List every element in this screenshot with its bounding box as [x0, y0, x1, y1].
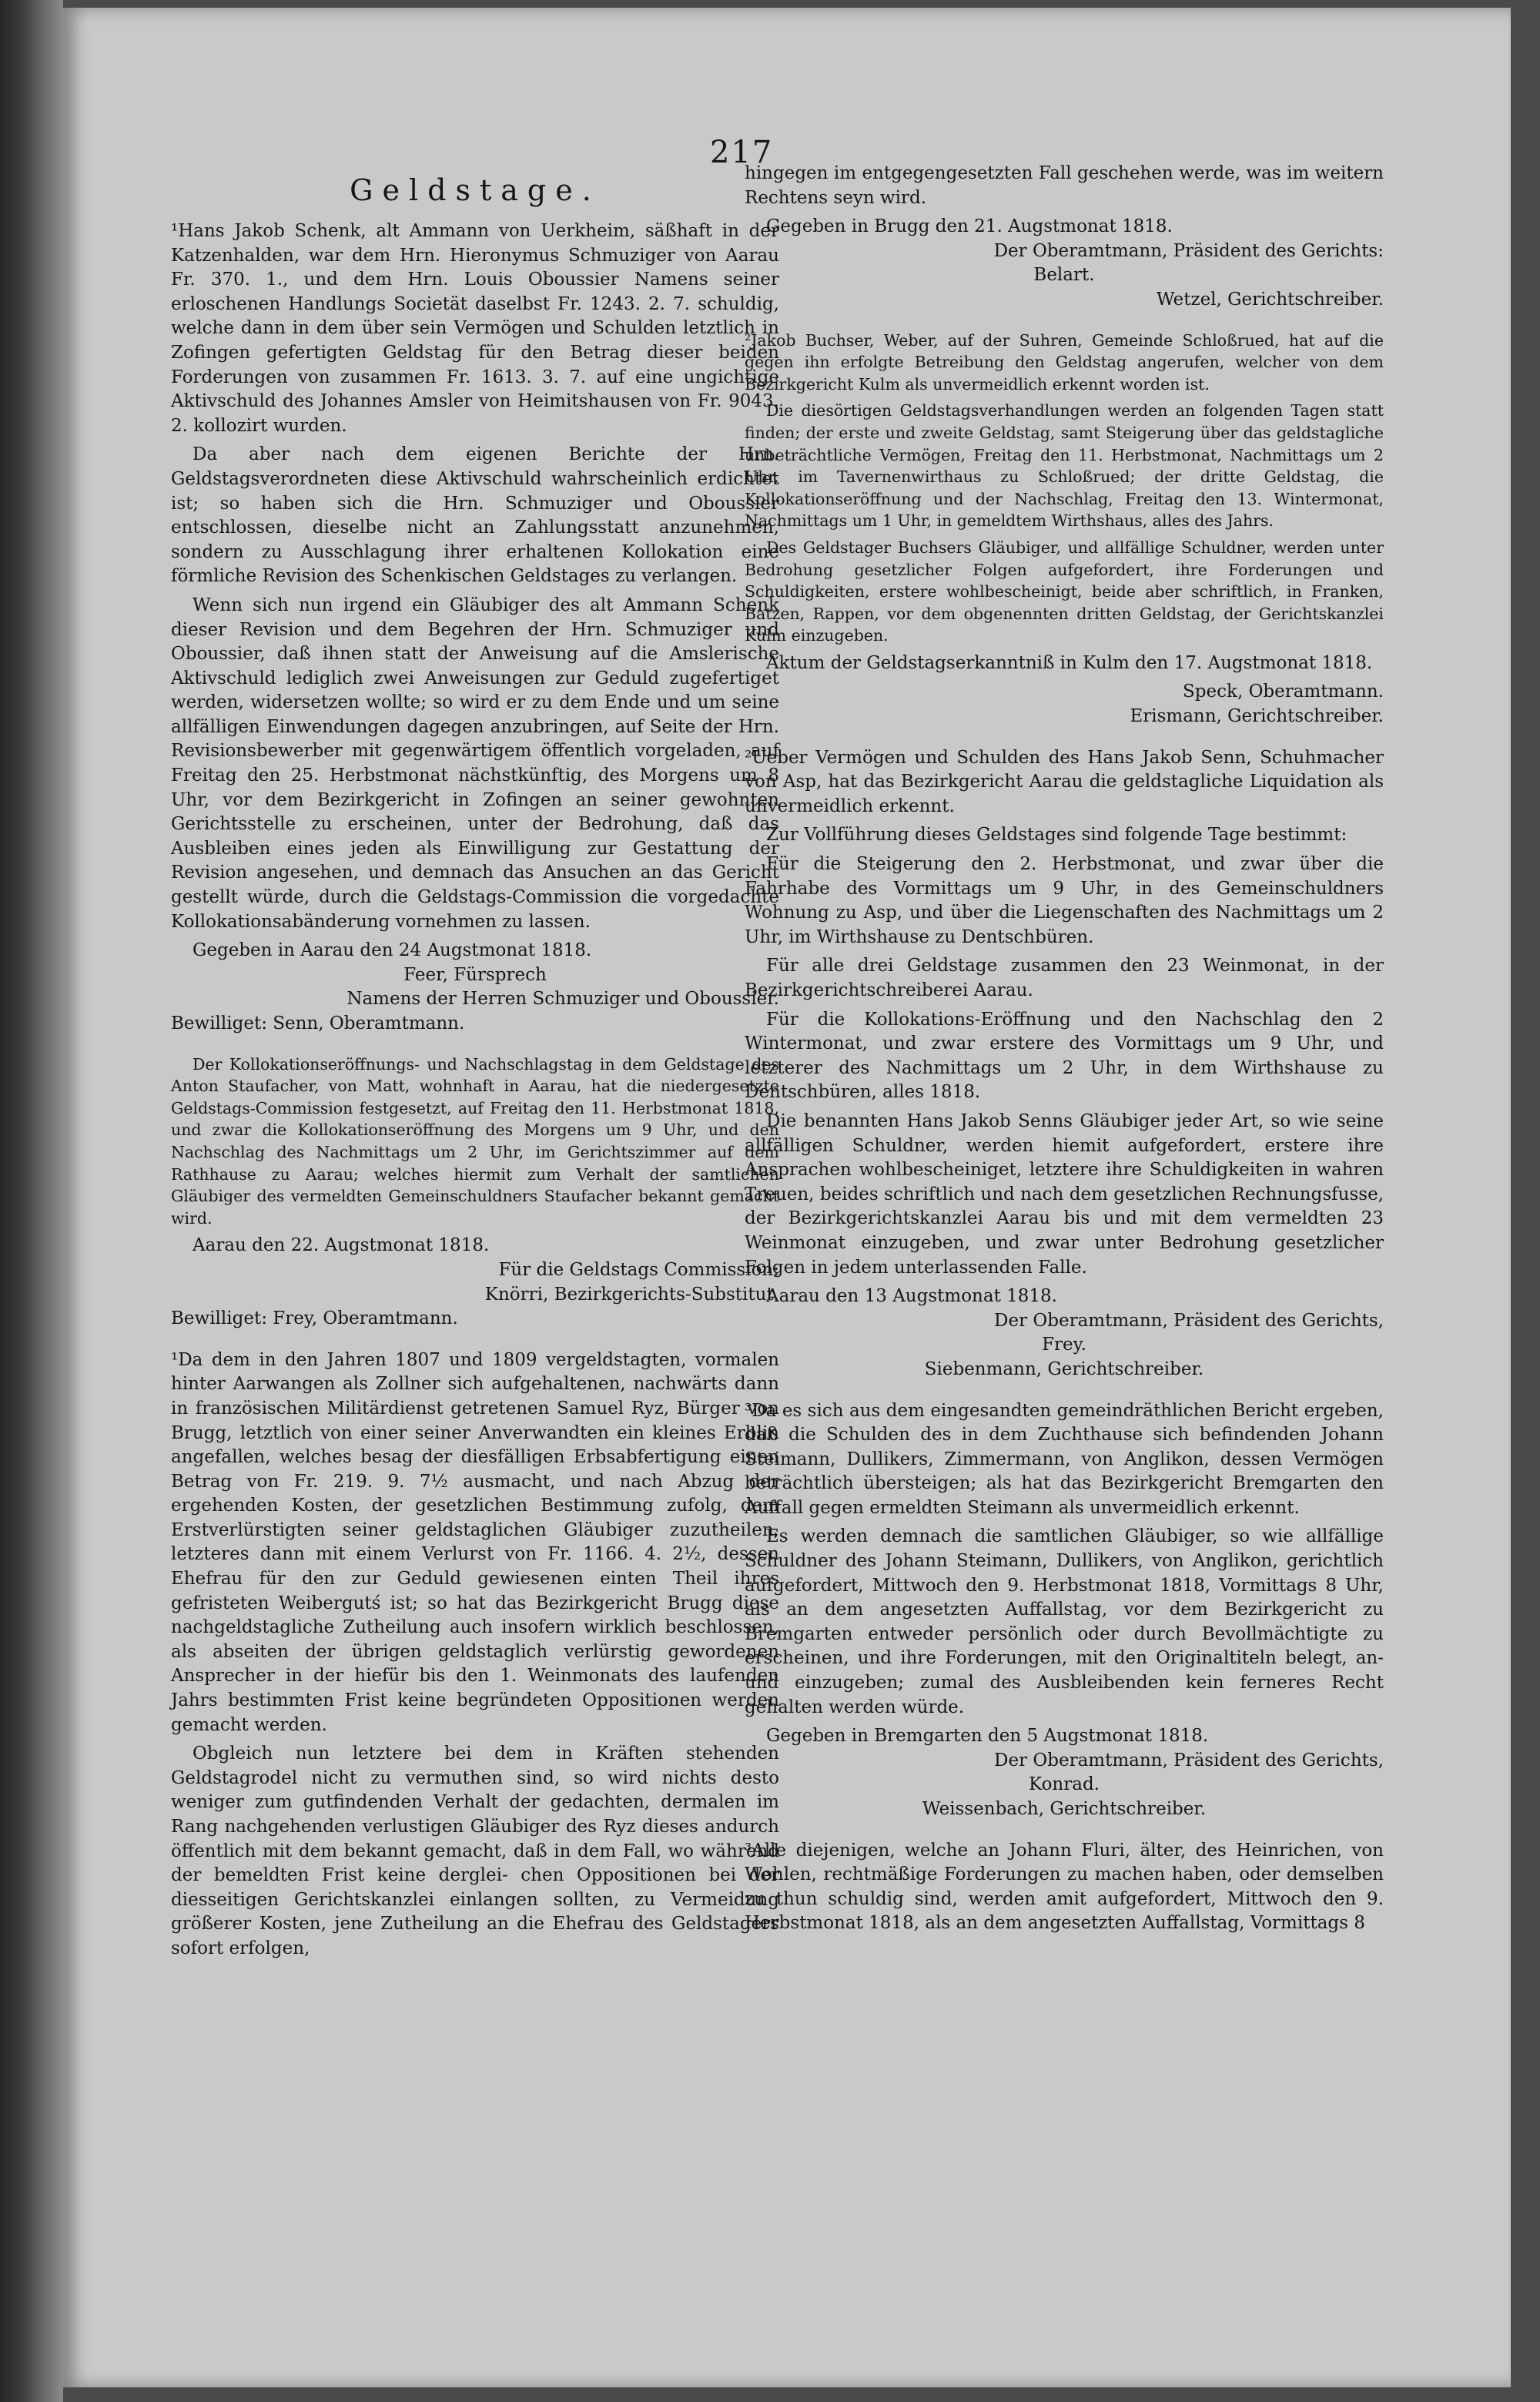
notice-ryz: ¹Da dem in den Jahren 1807 und 1809 vergeldstagten, vormalen hinter Aarwangen als Zollner sich aufgehaltenen, nachwärts dann in französischen Militärdienst getretenen Samuel Ryz, Bürger von Brugg, letztlich von einer seiner Anverwandten ein kleines Erblin angefallen, welches besag der diesfälligen Erbsabfertigung einen Betrag von Fr. 219. 9. 7½ ausmacht, und nach Abzug der ergehenden Kosten, der gesetzlichen Bestimmung zufolg, dem Erstverlürstigten seiner geldstaglichen Gläubiger zuzutheilen, letzteres dann mit einem Verlurst von Fr. 1166. 4. 2½, dessen Ehefrau für den zur Geduld gewiesenen einten Theil ihres gefristeten Weibergutś ist; so hat das Bezirkgericht Brugg diese nachgeldstagliche Zutheilung auch insofern wirklich beschlossen, als abseiten der übrigen geldstaglich verlürstig gewordenen Ansprecher in der hiefür bis den 1. Weinmonats des laufenden Jahrs bestimmten Frist keine begründeten Oppositionen werden gemacht werden. — [171, 1349, 779, 1735]
notice-steimann: ³Da es sich aus dem eingesandten gemeindräthlichen Bericht ergeben, daß die Schulden des in dem Zuchthause sich befindenden Johann Steimann, Dullikers, Zimmermann, von Anglikon, dessen Vermögen beträchtlich übersteigen; als hat das Bezirkgericht Bremgarten den Auffall gegen ermeldten Steimann als unvermeidlich erkennt. — [745, 1400, 1384, 1518]
notice-schenk-p2: Da aber nach dem eigenen Berichte der Hrn. Geldstagsverordneten diese Aktivschuld wahrscheinlich erdichtet ist; so haben sich die Hrn. Schmuziger und Oboussier entschlossen, dieselbe nicht an Zahlungsstatt anzunehmen, sondern zu Ausschlagung ihrer erhaltenen Kollokation eine förmliche Revision des Schenkischen Geldstages zu verlangen. — [171, 444, 779, 587]
notice-fluri: ³Alle diejenigen, welche an Johann Fluri, älter, des Heinrichen, von Wohlen, rechtmäßige Forderungen zu machen haben, oder demselben zu thun schuldig sind, werden amit aufgefordert, Mittwoch den 9. Herbstmonat 1818, als an dem angesetzten Auffallstag, Vormittags 8 — [745, 1840, 1384, 1934]
notice-buchser-signer: Speck, Oberamtmann. — [1183, 682, 1384, 702]
notice-senn-date: Aarau den 13 Augstmonat 1818. — [766, 1286, 1057, 1307]
notice-steimann-date: Gegeben in Bremgarten den 5 Augstmonat 1818. — [766, 1726, 1209, 1747]
notice-schenk-approval: Bewilliget: Senn, Oberamtmann. — [171, 1013, 465, 1033]
notice-senn-p5: Für die Kollokations-Eröffnung und den Nachschlag den 2 Wintermonat, und zwar erstere des Vormittags um 9 Uhr, und letzterer des Nachmittags um 2 Uhr, in dem Wirthshause zu Dentschbüren, alles 1818. — [745, 1009, 1384, 1103]
notice-senn-p3: Für die Steigerung den 2. Herbstmonat, und zwar über die Fahrhabe des Vormittags um 9 Uhr, in des Gemeinschuldners Wohnung zu Asp, und über die Liegenschaften des Nachmittags um 2 Uhr, im Wirthshause zu Dentschbüren. — [745, 854, 1384, 947]
notice-steimann-p2: Es werden demnach die samtlichen Gläubiger, so wie allfällige Schuldner des Johann Steimann, Dullikers, von Anglikon, gerichtlich aufgefordert, Mittwoch den 9. Herbstmonat 1818, Vormittags 8 Uhr, als an dem angesetzten Auffallstag, vor dem Bezirkgericht zu Bremgarten entweder persönlich oder durch Bevollmächtigte zu erscheinen, und ihre Forderungen, mit den Originaltiteln belegt, an- und einzugeben; zumal des Ausbleibenden kein ferneres Recht gehalten werden würde. — [745, 1526, 1384, 1717]
notice-staufacher: Der Kollokationseröffnungs- und Nachschlagstag in dem Geldstage des Anton Staufacher, von Matt, wohnhaft in Aarau, hat die niedergesetzte Geldstags-Commission festgesetzt, auf Freitag den 11. Herbstmonat 1818, und zwar die Kollokationseröffnung des Morgens um 9 Uhr, und den Nachschlag des Nachmittags um 2 Uhr, im Gerichtszimmer auf dem Rathhause zu Aarau; welches hiermit zum Verhalt der samtlichen Gläubiger des vermeldten Gemeinschuldners Staufacher bekannt gemacht wird. — [171, 1054, 779, 1228]
adjacent-page-edge — [0, 0, 63, 2402]
notice-staufacher-approval: Bewilliget: Frey, Oberamtmann. — [171, 1308, 458, 1329]
notice-senn-p4: Für alle drei Geldstage zusammen den 23 Weinmonat, in der Bezirkgerichtschreiberei Aarau. — [745, 956, 1384, 1000]
right-column — [745, 162, 1384, 1941]
notice-schenk: ¹Hans Jakob Schenk, alt Ammann von Uerkheim, säßhaft in der Katzenhalden, war dem Hrn. Hieronymus Schmuziger von Aarau Fr. 370. 1., und dem Hrn. Louis Oboussier Namens seiner erloschenen Handlungs Societät daselbst Fr. 1243. 2. 7. schuldig, welche dann in dem über sein Vermögen und Schulden letztlich in Zofingen gefertigten Geldstag für den Betrag dieser beiden Forderungen von zusammen Fr. 1613. 3. 7. auf eine ungichtige Aktivschuld des Johannes Amsler von Heimitshausen von Fr. 9043. 2. kollozirt wurden. — [171, 221, 779, 436]
notice-ryz-continued: hingegen im entgegengesetzten Fall geschehen werde, was im weitern Rechtens seyn wird. — [745, 163, 1384, 208]
notice-senn-president: Der Oberamtmann, Präsident des Gerichts, — [994, 1310, 1384, 1331]
notice-steimann-president-name: Konrad. — [1029, 1774, 1100, 1795]
notice-buchser-clerk: Erismann, Gerichtschreiber. — [1130, 706, 1384, 727]
notice-staufacher-signer: Knörri, Bezirkgerichts-Substitut. — [484, 1284, 779, 1305]
notice-buchser: ²Jakob Buchser, Weber, auf der Suhren, Gemeinde Schloßrued, hat auf die gegen ihn erfolgte Betreibung den Geldstag angerufen, welcher von dem Bezirkgericht Kulm als unvermeidlich erkennt worden ist. — [745, 330, 1384, 394]
notice-buchser-p3: Des Geldstager Buchsers Gläubiger, und allfällige Schuldner, werden unter Bedrohung gesetzlicher Folgen aufgefordert, ihre Forderungen und Schuldigkeiten, erstere wohlbescheinigt, beide aber schriftlich, in Franken, Batzen, Rappen, vor dem obgenennten dritten Geldstag, der Gerichtskanzlei Kulm einzugeben. — [745, 538, 1384, 645]
notice-schenk-behalf: Namens der Herren Schmuziger und Oboussier. — [346, 989, 779, 1010]
section-heading: Geldstage. — [350, 173, 601, 207]
notice-steimann-president: Der Oberamtmann, Präsident des Gerichts, — [994, 1750, 1384, 1771]
notice-buchser-date: Aktum der Geldstagserkanntniß in Kulm den 17. Augstmonat 1818. — [766, 652, 1373, 673]
page-number: 217 — [710, 135, 774, 170]
notice-senn-p2: Zur Vollführung dieses Geldstages sind folgende Tage bestimmt: — [766, 825, 1348, 846]
notice-ryz-president-name: Belart. — [1033, 265, 1095, 286]
notice-steimann-clerk: Weissenbach, Gerichtschreiber. — [922, 1799, 1207, 1819]
notice-schenk-p3: Wenn sich nun irgend ein Gläubiger des alt Ammann Schenk dieser Revision und dem Begehren der Hrn. Schmuziger und Oboussier, daß ihnen statt der Anweisung auf die Amslerische Aktivschuld lediglich zwei Anweisungen zur Geduld zugefertiget werden, widersetzen wollte; so wird er zu dem Ende und um seine allfälligen Einwendungen dagegen anzubringen, auf Seite der Hrn. Revisionsbewerber mit gegenwärtigem öffentlich vorgeladen, auf Freitag den 25. Herbstmonat nächstkünftig, des Morgens um 8 Uhr, vor dem Bezirkgericht in Zofingen an seiner gewohnten Gerichtsstelle zu erscheinen, unter der Bedrohung, daß das Ausbleiben eines jeden als Einwilligung zur Gestattung der Revision angesehen, und demnach das Ansuchen an das Gericht gestellt würde, durch die Geldstags-Commission die vorgedachte Kollokationsabänderung vornehmen zu lassen. — [171, 595, 779, 932]
notice-staufacher-commission: Für die Geldstags Commission: — [498, 1259, 779, 1280]
notice-senn: ²Ueber Vermögen und Schulden des Hans Jakob Senn, Schuhmacher von Asp, hat das Bezirkgericht Aarau die geldstagliche Liquidation als unvermeidlich erkennt. — [745, 747, 1384, 816]
notice-buchser-p2: Die diesörtigen Geldstagsverhandlungen werden an folgenden Tagen statt finden; der erste und zweite Geldstag, samt Steigerung über das geldstagliche unbeträchtliche Vermögen, Freitag den 11. Herbstmonat, Nachmittags um 2 Uhr, im Tavernenwirthaus zu Schloßrued; der dritte Geldstag, die Kollokationseröffnung und der Nachschlag, Freitag den 13. Wintermonat, Nachmittags um 1 Uhr, in gemeldtem Wirthshaus, alles des Jahrs. — [745, 401, 1384, 531]
notice-ryz-president: Der Oberamtmann, Präsident des Gerichts: — [993, 240, 1384, 261]
notice-schenk-signer: Feer, Fürsprech — [403, 964, 547, 985]
newspaper-page — [63, 8, 1511, 2387]
notice-ryz-date: Gegeben in Brugg den 21. Augstmonat 1818. — [766, 216, 1173, 237]
notice-schenk-date: Gegeben in Aarau den 24 Augstmonat 1818. — [192, 940, 592, 961]
notice-senn-clerk: Siebenmann, Gerichtschreiber. — [924, 1358, 1204, 1379]
notice-ryz-clerk: Wetzel, Gerichtschreiber. — [1156, 289, 1384, 310]
notice-staufacher-date: Aarau den 22. Augstmonat 1818. — [192, 1235, 490, 1256]
notice-senn-p6: Die benannten Hans Jakob Senns Gläubiger jeder Art, so wie seine allfälligen Schuldner, werden hiemit aufgefordert, erstere ihre Ansprachen wohlbescheiniget, letztere ihre Schuldigkeiten in wahren Treuen, beides schriftlich und nach dem gesetzlichen Rechnungsfusse, der Bezirkgerichtskanzlei Aarau bis und mit dem vermeldten 23 Weinmonat einzugeben, und zwar unter Bedrohung gesetzlicher Folgen in jedem unterlassenden Falle. — [745, 1111, 1384, 1278]
notice-ryz-p2: Obgleich nun letztere bei dem in Kräften stehenden Geldstagrodel nicht zu vermuthen sind, so wird nichts desto weniger zum gutfindenden Verhalt der gedachten, dermalen im Rang nachgehenden verlustigen Gläubiger des Ryz dieses andurch öffentlich mit dem bekannt gemacht, daß in dem Fall, wo während der bemeldten Frist keine derglei- chen Oppositionen bei der diesseitigen Gerichtskanzlei einlangen sollten, zu Vermeidung größerer Kosten, jene Zutheilung an die Ehefrau des Geldstagers sofort erfolgen, — [171, 1744, 779, 1958]
left-column — [171, 173, 779, 1966]
notice-senn-president-name: Frey. — [1042, 1335, 1086, 1355]
